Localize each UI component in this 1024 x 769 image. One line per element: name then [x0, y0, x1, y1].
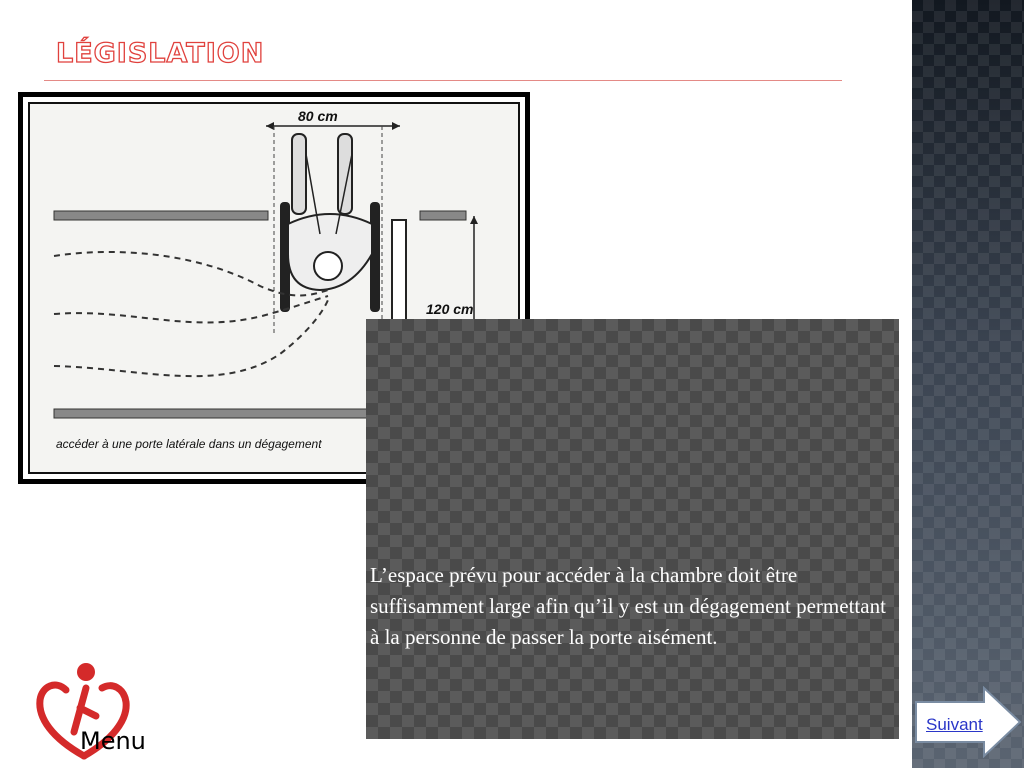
slide-title: LÉGISLATION [56, 38, 265, 69]
title-underline [44, 80, 842, 81]
diagram-caption: accéder à une porte latérale dans un dégagement [56, 437, 322, 451]
width-label: 80 cm [298, 108, 338, 124]
menu-link[interactable]: Menu [80, 727, 146, 755]
text-panel [366, 319, 899, 739]
depth-label: 120 cm [426, 301, 474, 317]
next-button[interactable] [914, 686, 1022, 758]
side-decoration-band [912, 0, 1024, 768]
wall-left [54, 211, 268, 220]
wall-right [420, 211, 466, 220]
panel-text: L’espace prévu pour accéder à la chambre doit être suffisamment large afin qu’il y est un dégagement permettant à la personne de passer la porte aisément. [370, 563, 886, 649]
next-button-label: Suivant [926, 715, 983, 734]
wheelchair-icon [280, 134, 380, 312]
